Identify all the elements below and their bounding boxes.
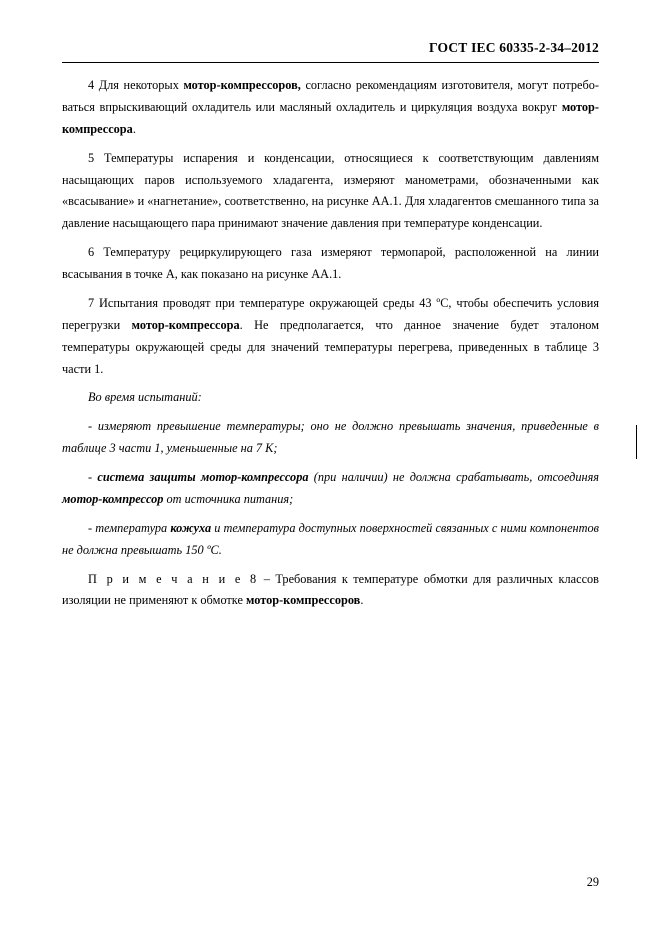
paragraph-text	[62, 569, 599, 613]
text-run: мотор-компрессоров,	[183, 78, 301, 92]
text-run: мотор-компрессора	[131, 317, 240, 332]
page-number: 29	[586, 875, 599, 889]
text-run: -	[88, 470, 98, 484]
text-run: и температура доступных поверхностей связанных с ними компонентов не должна превышать 150 ºС.	[62, 520, 599, 557]
paragraph-text	[62, 242, 599, 286]
paragraph	[62, 75, 599, 141]
header-divider	[62, 62, 599, 63]
paragraph	[62, 569, 599, 613]
text-run: от источника питания;	[166, 491, 294, 506]
text-run: 7 Испытания проводят при температуре окружающей среды 43 ºС, чтобы обеспечить условия перегрузки	[62, 295, 599, 332]
text-run: 4 Для некоторых	[88, 78, 184, 92]
margin-change-bar	[636, 425, 637, 459]
page-header-title: ГОСТ IEC 60335-2-34–2012	[429, 40, 599, 55]
text-run: мотор-компрессора	[62, 99, 599, 136]
paragraph	[62, 467, 599, 511]
text-run: - измеряют превышение температуры; оно не должно превышать значения, приведенные в таблице 3 части 1, уменьшенные на 7 К;	[62, 419, 599, 456]
paragraph-text	[62, 75, 599, 141]
text-run: мотор-компрессоров	[246, 593, 361, 608]
text-run: - температура	[88, 520, 171, 535]
paragraph	[62, 242, 599, 286]
paragraph-text	[62, 467, 599, 511]
document-body	[62, 75, 599, 612]
paragraph-text	[62, 416, 599, 460]
paragraph	[62, 518, 599, 562]
paragraph-text	[62, 293, 599, 381]
paragraph	[62, 387, 599, 409]
text-run: .	[132, 121, 136, 136]
paragraph	[62, 416, 599, 460]
paragraph	[62, 148, 599, 236]
paragraph	[62, 293, 599, 381]
text-run: 6 Температуру рециркулирующего газа измеряют термопарой, расположенной на линии всасывания в точке А, как показано на рисунке АА.1.	[62, 245, 599, 281]
text-run: согласно рекомендациям изготовителя, могут потребо-ваться впрыскивающий охладитель или масляный охладитель и циркуляция воздуха вокруг	[62, 78, 599, 114]
text-run: – Требования к температуре обмотки для различных классов изоляции не применяют к обмотке	[62, 571, 599, 608]
text-run: .	[360, 593, 364, 608]
text-run: кожуха	[170, 520, 215, 535]
paragraph-text	[62, 387, 599, 409]
paragraph-text	[62, 148, 599, 236]
text-run: (при наличии) не должна срабатывать, отсоединяя	[313, 470, 600, 484]
text-run: мотор-компрессор	[62, 491, 167, 506]
text-run: 5 Температуры испарения и конденсации, относящиеся к соответствующим давлениям насыщающих паров используемого хладагента, измеряют манометрами, обозначенными как «всасывание» и «нагнетание», соответственно, на рисунке АА.1. Для хладагентов смешанного типа за давление насыщающего пара принимают значение давления при температуре конденсации.	[62, 150, 599, 231]
text-run: Во время испытаний:	[88, 390, 202, 405]
paragraph-text	[62, 518, 599, 562]
text-run: система защиты мотор-компрессора	[97, 470, 314, 484]
text-run: П р и м е ч а н и е 8	[88, 571, 259, 586]
text-run: . Не предполагается, что данное значение будет эталоном температуры окружающей среды для значений температуры перегрева, приведенных в таблице 3 части 1.	[62, 317, 599, 376]
